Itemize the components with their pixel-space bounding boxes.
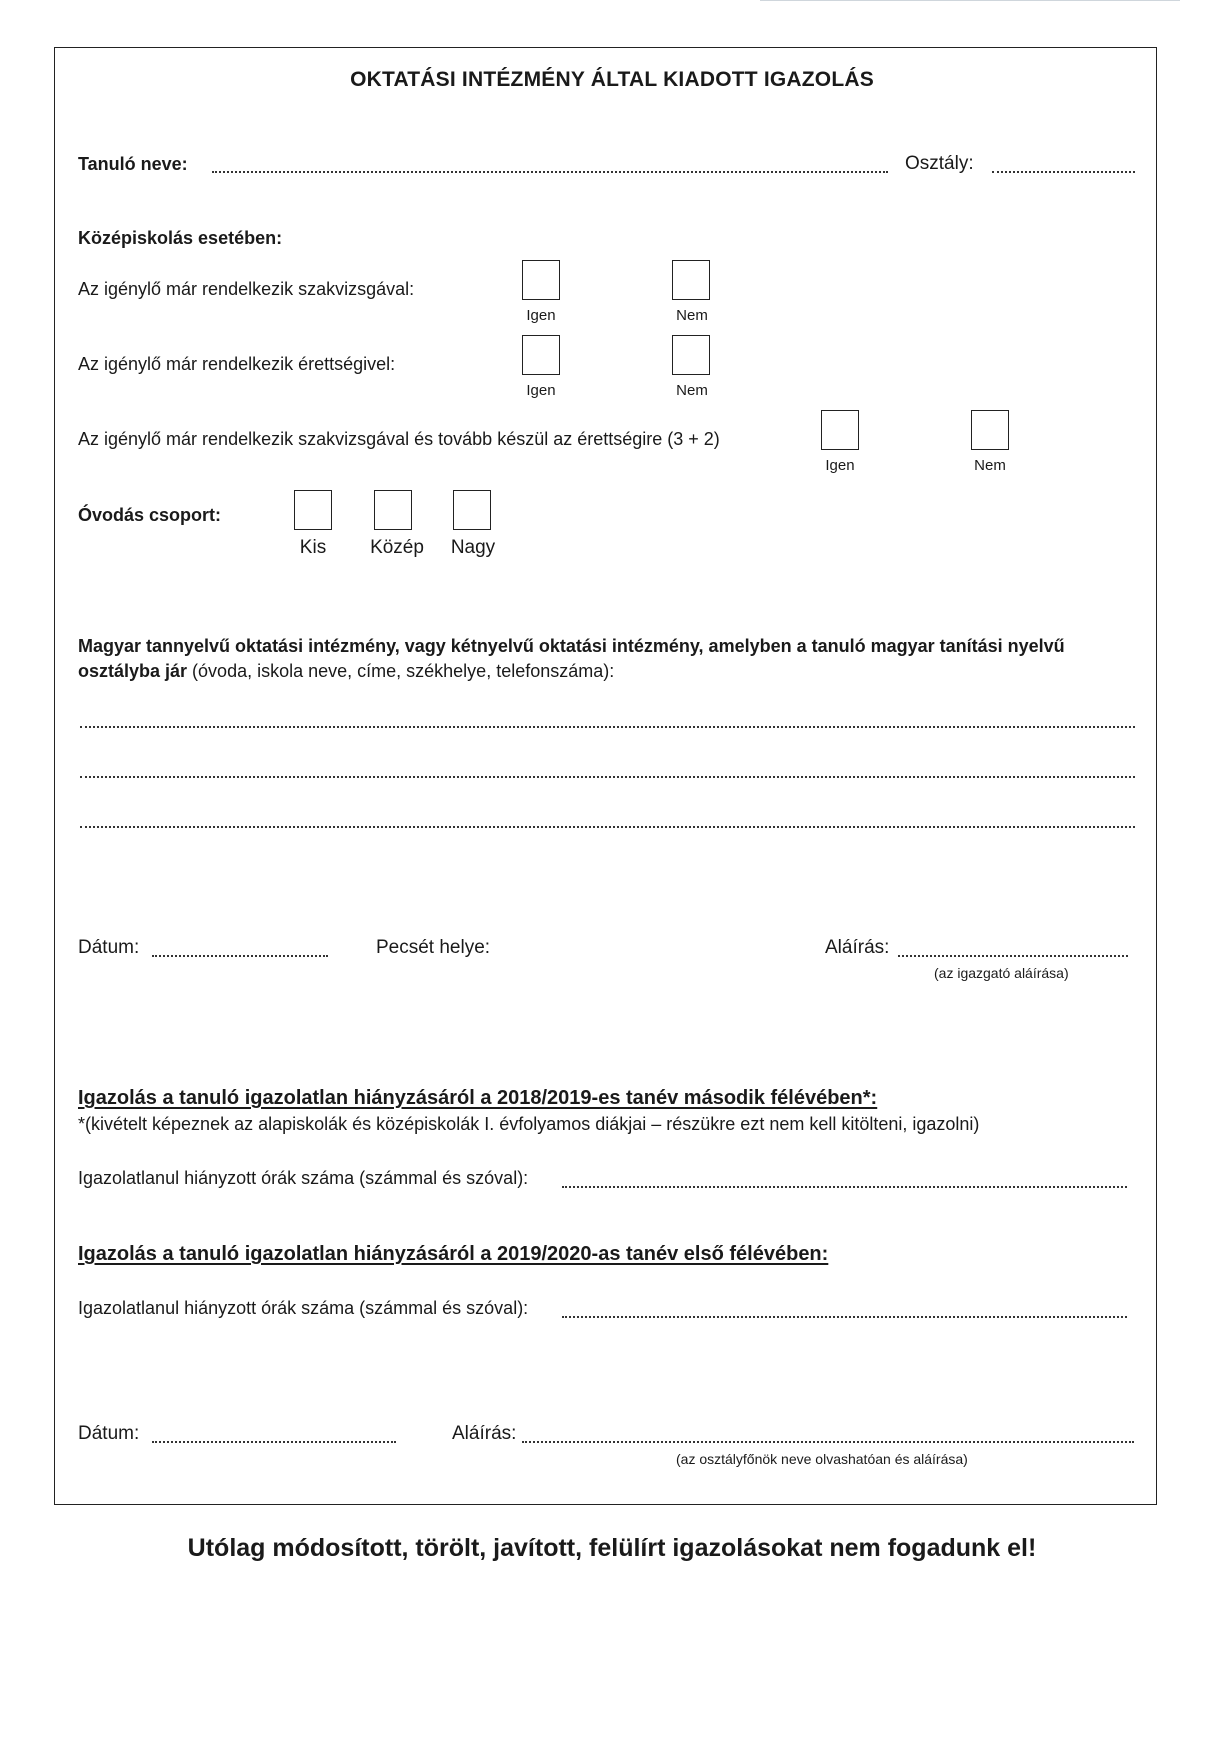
institution-description-details: (óvoda, iskola neve, címe, székhelye, telefonszáma): bbox=[187, 661, 615, 681]
student-name-label: Tanuló neve: bbox=[78, 154, 188, 174]
kindergarten-label: Óvodás csoport: bbox=[78, 505, 222, 525]
institution-field-line-1[interactable] bbox=[80, 726, 1135, 728]
institution-field-line-2[interactable] bbox=[80, 776, 1135, 778]
question-vocational-exam: Az igénylő már rendelkezik szakvizsgával: bbox=[78, 279, 415, 299]
signature-label-2: Aláírás: bbox=[452, 1423, 517, 1444]
q3-yes-checkbox[interactable] bbox=[821, 410, 859, 450]
class-field[interactable] bbox=[992, 171, 1135, 173]
absence-hours-label-1: Igazolatlanul hiányzott órák száma (számmal és szóval): bbox=[78, 1168, 529, 1188]
stamp-label: Pecsét helye: bbox=[376, 937, 491, 958]
absence-hours-label-2: Igazolatlanul hiányzott órák száma (számmal és szóval): bbox=[78, 1298, 529, 1318]
q2-yes-label: Igen bbox=[526, 382, 556, 399]
class-label: Osztály: bbox=[905, 153, 974, 174]
q3-no-label: Nem bbox=[974, 457, 1006, 474]
date-label-1: Dátum: bbox=[78, 937, 140, 958]
footer-warning: Utólag módosított, törölt, javított, felülírt igazolásokat nem fogadunk el! bbox=[187, 1534, 1037, 1562]
question-maturity-exam: Az igénylő már rendelkezik érettségivel: bbox=[78, 354, 396, 374]
question-vocational-and-maturity: Az igénylő már rendelkezik szakvizsgával és tovább készül az érettségire (3 + 2) bbox=[78, 429, 720, 449]
signature-note-1: (az igazgató aláírása) bbox=[934, 965, 1069, 981]
kindergarten-small-label: Kis bbox=[299, 537, 327, 558]
institution-description-bold: osztályba jár bbox=[78, 661, 188, 681]
signature-label-1: Aláírás: bbox=[825, 937, 890, 958]
signature-field-2[interactable] bbox=[522, 1441, 1134, 1443]
scan-edge bbox=[760, 0, 1180, 1]
student-name-field[interactable] bbox=[212, 171, 888, 173]
signature-field-1[interactable] bbox=[898, 955, 1128, 957]
form-title: OKTATÁSI INTÉZMÉNY ÁLTAL KIADOTT IGAZOLÁS bbox=[350, 68, 874, 91]
secondary-heading: Középiskolás esetében: bbox=[78, 228, 283, 248]
date-field-1[interactable] bbox=[152, 955, 328, 957]
absence-heading-1: Igazolás a tanuló igazolatlan hiányzásáról a 2018/2019-es tanév második félévében*: bbox=[78, 1087, 878, 1109]
institution-description-line1: Magyar tannyelvű oktatási intézmény, vagy kétnyelvű oktatási intézmény, amelyben a tanuló magyar tanítási nyelvű bbox=[78, 636, 1065, 656]
absence-hours-field-1[interactable] bbox=[562, 1186, 1127, 1188]
q1-yes-label: Igen bbox=[526, 307, 556, 324]
institution-field-line-3[interactable] bbox=[80, 826, 1135, 828]
q2-no-label: Nem bbox=[676, 382, 708, 399]
date-field-2[interactable] bbox=[152, 1441, 396, 1443]
q2-no-checkbox[interactable] bbox=[672, 335, 710, 375]
date-label-2: Dátum: bbox=[78, 1423, 140, 1444]
kindergarten-large-checkbox[interactable] bbox=[453, 490, 491, 530]
absence-note: *(kivételt képeznek az alapiskolák és középiskolák I. évfolyamos diákjai – részükre ezt nem kell kitölteni, igazolni) bbox=[78, 1114, 980, 1134]
q1-no-label: Nem bbox=[676, 307, 708, 324]
signature-note-2: (az osztályfőnök neve olvashatóan és aláírása) bbox=[676, 1451, 968, 1467]
institution-description-line2 bbox=[78, 661, 614, 682]
q1-no-checkbox[interactable] bbox=[672, 260, 710, 300]
q1-yes-checkbox[interactable] bbox=[522, 260, 560, 300]
kindergarten-large-label: Nagy bbox=[450, 537, 496, 558]
kindergarten-middle-checkbox[interactable] bbox=[374, 490, 412, 530]
q2-yes-checkbox[interactable] bbox=[522, 335, 560, 375]
q3-yes-label: Igen bbox=[825, 457, 855, 474]
absence-hours-field-2[interactable] bbox=[562, 1316, 1127, 1318]
kindergarten-middle-label: Közép bbox=[370, 537, 424, 558]
kindergarten-small-checkbox[interactable] bbox=[294, 490, 332, 530]
absence-heading-2: Igazolás a tanuló igazolatlan hiányzásáról a 2019/2020-as tanév első félévében: bbox=[78, 1243, 829, 1265]
q3-no-checkbox[interactable] bbox=[971, 410, 1009, 450]
